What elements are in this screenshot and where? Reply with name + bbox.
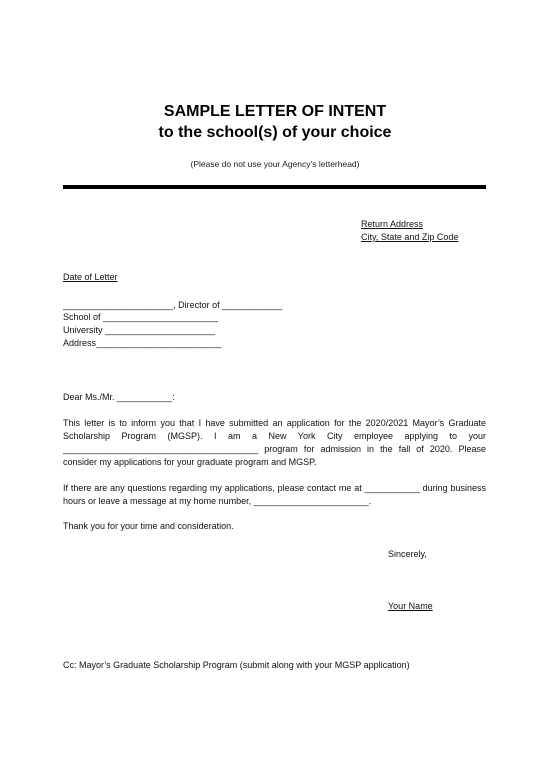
closing-sincerely: Sincerely,: [388, 549, 427, 559]
city-state-zip: City, State and Zip Code: [361, 232, 459, 242]
date-of-letter: Date of Letter: [63, 272, 118, 282]
recipient-school-line: School of _______________________: [63, 312, 219, 322]
salutation: Dear Ms./Mr. ___________:: [63, 392, 175, 402]
body-paragraph-thanks: Thank you for your time and consideration.: [63, 521, 234, 531]
recipient-university-line: University ______________________: [63, 325, 216, 335]
cc-line: Cc: Mayor’s Graduate Scholarship Program (submit along with your MGSP application): [63, 660, 410, 670]
letter-subtitle: to the school(s) of your choice: [158, 124, 392, 141]
letter-title: SAMPLE LETTER OF INTENT: [163, 103, 387, 120]
header-divider: [63, 185, 486, 189]
letterhead-note: (Please do not use your Agency’s letterhead): [190, 159, 360, 169]
return-address: Return Address: [361, 219, 424, 229]
body-paragraph-intro: This letter is to inform you that I have submitted an application for the 2020/2021 Mayor’s Graduate Scholarship Program (MGSP). I am a New York City employee applying to your _______________________________________ program for admission in the fall of 2020. Please consider my applications for your graduate program and MGSP.: [63, 418, 486, 467]
signature-name: Your Name: [388, 601, 433, 611]
recipient-address-line: Address_________________________: [63, 338, 222, 348]
recipient-director-line: ______________________, Director of ____________: [63, 300, 283, 310]
body-paragraph-contact: If there are any questions regarding my applications, please contact me at ___________ during business hours or leave a message at my home number, _______________________.: [63, 483, 486, 506]
